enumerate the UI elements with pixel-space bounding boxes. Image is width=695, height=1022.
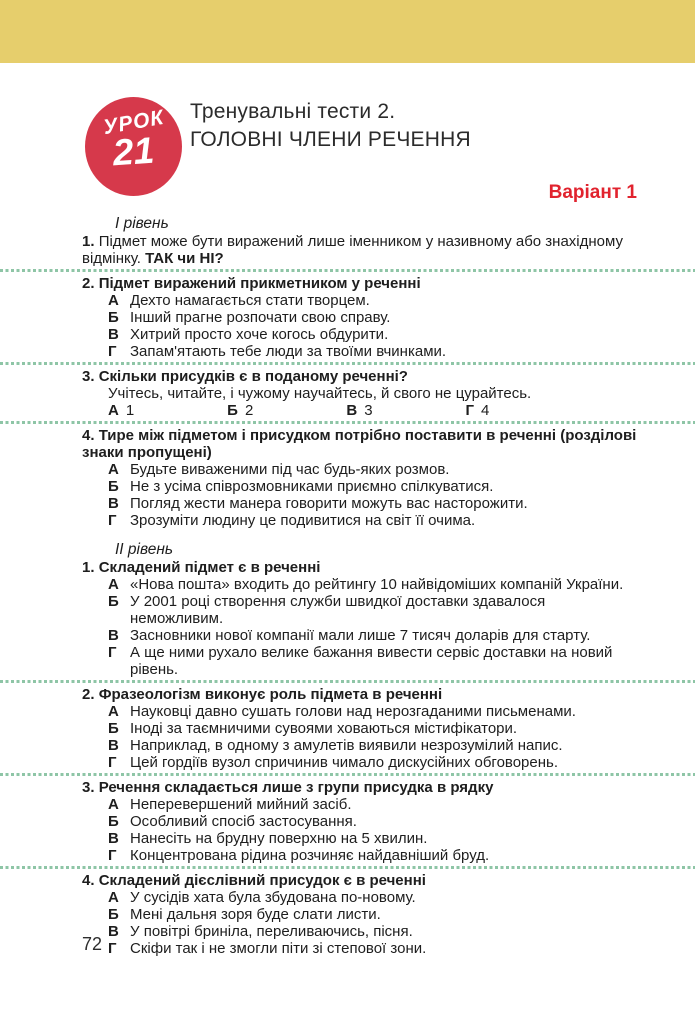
answer-option bbox=[108, 478, 637, 495]
answer-option bbox=[108, 754, 637, 771]
option-letter: Г bbox=[108, 644, 117, 661]
question-stem bbox=[82, 872, 637, 889]
option-text: Інший прагне розпочати свою справу. bbox=[130, 309, 391, 326]
question-block bbox=[82, 686, 637, 771]
answer-option bbox=[108, 720, 637, 737]
option-letter: В bbox=[108, 495, 119, 512]
answer-option bbox=[108, 644, 637, 678]
answer-option bbox=[108, 512, 637, 529]
option-text: У 2001 році створення служби швидкої доставки здавалося неможливим. bbox=[130, 593, 546, 627]
question-stem bbox=[82, 779, 637, 796]
question-block bbox=[82, 368, 637, 419]
dotted-separator bbox=[0, 866, 695, 869]
option-text: У повітрі бриніла, переливаючись, пісня. bbox=[130, 923, 413, 940]
quoted-sentence: Учітесь, читайте, і чужому научайтесь, й свого не цурайтесь. bbox=[108, 385, 532, 402]
option-text: Науковці давно сушать голови над нерозгаданими письменами. bbox=[130, 703, 576, 720]
option-text: Не з усіма співрозмовниками приємно спілкуватися. bbox=[130, 478, 494, 495]
page-title bbox=[190, 98, 471, 154]
page-title-line1: Тренувальні тести 2. bbox=[190, 100, 396, 123]
option-text: Нанесіть на брудну поверхню на 5 хвилин. bbox=[130, 830, 428, 847]
lesson-badge-number: 21 bbox=[111, 129, 156, 174]
option-letter: Б bbox=[108, 813, 119, 830]
dotted-separator bbox=[0, 362, 695, 365]
option-text: 4 bbox=[481, 402, 490, 419]
answer-option bbox=[108, 847, 637, 864]
option-text: Наприклад, в одному з амулетів виявили незрозумілий напис. bbox=[130, 737, 563, 754]
dotted-separator bbox=[0, 680, 695, 683]
answer-option bbox=[346, 402, 461, 419]
option-text: Запам'ятають тебе люди за твоїми вчинками. bbox=[130, 343, 447, 360]
option-text: 3 bbox=[364, 402, 373, 419]
question-stem bbox=[82, 368, 637, 385]
option-letter: Б bbox=[108, 478, 119, 495]
answer-option bbox=[108, 813, 637, 830]
option-text: Особливий спосіб застосування. bbox=[130, 813, 357, 830]
answer-option bbox=[227, 402, 342, 419]
answer-option bbox=[108, 627, 637, 644]
option-letter: Б bbox=[108, 309, 119, 326]
option-letter: В bbox=[108, 627, 119, 644]
option-letter: Г bbox=[108, 754, 117, 771]
option-text: Погляд жести манера говорити можуть вас насторожити. bbox=[130, 495, 528, 512]
dotted-separator bbox=[0, 773, 695, 776]
answer-option bbox=[108, 906, 637, 923]
question-stem-text: Підмет може бути виражений лише іменником у називному або знахідному відмінку. bbox=[82, 233, 623, 267]
question-number: 4. bbox=[82, 427, 95, 444]
answer-option bbox=[108, 461, 637, 478]
option-text: Неперевершений мийний засіб. bbox=[130, 796, 352, 813]
option-text: 2 bbox=[244, 402, 254, 419]
option-letter: Г bbox=[108, 847, 117, 864]
level-heading-1: І рівень bbox=[115, 215, 169, 232]
question-stem-text: Фразеологізм виконує роль підмета в реченні bbox=[98, 686, 443, 703]
variant-label: Варіант 1 bbox=[548, 182, 637, 203]
question-stem-bold-tail: ТАК чи НІ? bbox=[145, 250, 224, 267]
dotted-separator bbox=[0, 269, 695, 272]
answer-option bbox=[108, 402, 223, 419]
question-block bbox=[82, 779, 637, 864]
option-letter: А bbox=[108, 576, 119, 593]
answer-option bbox=[108, 923, 637, 940]
question-stem bbox=[82, 559, 637, 576]
option-letter: В bbox=[108, 326, 119, 343]
page-content bbox=[0, 215, 695, 957]
option-letter: Г bbox=[108, 940, 117, 957]
option-letter: В bbox=[108, 923, 119, 940]
option-text: Засновники нової компанії мали лише 7 тисяч доларів для старту. bbox=[130, 627, 591, 644]
option-letter: Г bbox=[108, 512, 117, 529]
question-stem bbox=[82, 233, 637, 267]
option-text: Скіфи так і не змогли піти зі степової зони. bbox=[130, 940, 427, 957]
page-title-line2: ГОЛОВНІ ЧЛЕНИ РЕЧЕННЯ bbox=[190, 128, 471, 151]
question-block bbox=[82, 275, 637, 360]
question-block bbox=[82, 872, 637, 957]
lesson-badge-label: УРОК bbox=[101, 105, 166, 140]
option-text: «Нова пошта» входить до рейтингу 10 найвідоміших компаній України. bbox=[130, 576, 624, 593]
option-text: У сусідів хата була збудована по-новому. bbox=[130, 889, 416, 906]
level-heading-2: ІІ рівень bbox=[115, 541, 174, 558]
question-number: 1. bbox=[82, 559, 95, 576]
dotted-separator bbox=[0, 421, 695, 424]
page-header bbox=[0, 63, 695, 215]
question-number: 3. bbox=[82, 368, 95, 385]
question-stem-text: Складений дієслівний присудок є в реченні bbox=[98, 872, 426, 889]
option-letter: А bbox=[108, 796, 119, 813]
option-letter: Б bbox=[227, 402, 238, 419]
question-stem-text: Скільки присудків є в поданому реченні? bbox=[98, 368, 408, 385]
answer-option bbox=[108, 830, 637, 847]
option-text: Іноді за таємничими сувоями ховаються містифікатори. bbox=[130, 720, 518, 737]
question-number: 1. bbox=[82, 233, 95, 250]
question-stem-text: Складений підмет є в реченні bbox=[98, 559, 321, 576]
option-text: Хитрий просто хоче когось обдурити. bbox=[130, 326, 389, 343]
option-letter: А bbox=[108, 461, 119, 478]
option-letter: Б bbox=[108, 720, 119, 737]
option-text: Зрозуміти людину це подивитися на світ її очима. bbox=[130, 512, 476, 529]
option-letter: В bbox=[346, 402, 358, 419]
option-letter: Г bbox=[465, 402, 475, 419]
option-text: А ще ними рухало велике бажання вивести сервіс доставки на новий рівень. bbox=[130, 644, 613, 678]
option-letter: В bbox=[108, 830, 119, 847]
question-stem bbox=[82, 686, 637, 703]
question-block bbox=[82, 233, 637, 267]
option-text: Концентрована рідина розчиняє найдавніший бруд. bbox=[130, 847, 490, 864]
answer-option bbox=[108, 593, 637, 627]
answer-option bbox=[108, 737, 637, 754]
option-letter: В bbox=[108, 737, 119, 754]
answer-option bbox=[108, 309, 637, 326]
answer-option bbox=[108, 576, 637, 593]
question-block bbox=[82, 427, 637, 529]
option-letter: А bbox=[108, 402, 119, 419]
option-letter: А bbox=[108, 889, 119, 906]
answer-option bbox=[108, 940, 637, 957]
option-letter: Б bbox=[108, 906, 119, 923]
option-text: Цей гордіїв вузол спричинив чимало дискусійних обговорень. bbox=[130, 754, 558, 771]
answer-option bbox=[108, 495, 637, 512]
option-letter: А bbox=[108, 292, 119, 309]
top-accent-bar bbox=[0, 0, 695, 63]
question-block bbox=[82, 559, 637, 678]
question-stem bbox=[82, 427, 637, 461]
option-text: 1 bbox=[125, 402, 135, 419]
question-stem-text: Підмет виражений прикметником у реченні bbox=[98, 275, 421, 292]
question-number: 2. bbox=[82, 686, 95, 703]
page-number: 72 bbox=[82, 934, 103, 954]
question-stem-text: Речення складається лише з групи присудка в рядку bbox=[98, 779, 494, 796]
question-stem-text: Тире між підметом і присудком потрібно поставити в реченні (розділові знаки пропущені) bbox=[82, 427, 637, 461]
question-number: 2. bbox=[82, 275, 95, 292]
option-letter: Б bbox=[108, 593, 119, 610]
answer-option bbox=[108, 796, 637, 813]
option-text: Мені дальня зоря буде слати листи. bbox=[130, 906, 381, 923]
answer-option bbox=[108, 703, 637, 720]
option-letter: А bbox=[108, 703, 119, 720]
option-letter: Г bbox=[108, 343, 117, 360]
answer-option bbox=[466, 402, 581, 419]
option-text: Будьте виваженими під час будь-яких розмов. bbox=[130, 461, 450, 478]
lesson-badge bbox=[85, 97, 182, 196]
inline-options-row bbox=[108, 402, 637, 419]
question-number: 3. bbox=[82, 779, 95, 796]
answer-option bbox=[108, 326, 637, 343]
answer-option bbox=[108, 889, 637, 906]
answer-option bbox=[108, 343, 637, 360]
question-stem bbox=[82, 275, 637, 292]
option-text: Дехто намагається стати творцем. bbox=[130, 292, 370, 309]
question-number: 4. bbox=[82, 872, 95, 889]
answer-option bbox=[108, 292, 637, 309]
